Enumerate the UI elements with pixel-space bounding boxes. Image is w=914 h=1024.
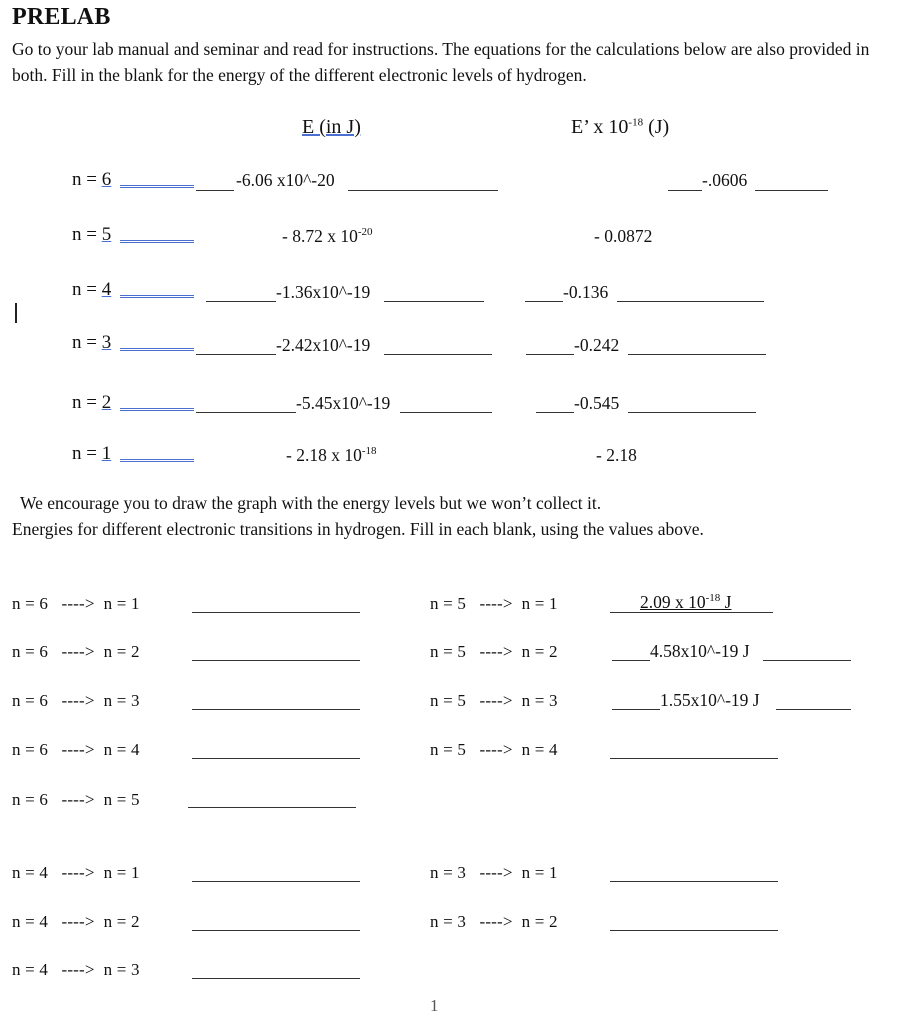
blank-line [400,412,492,413]
transition-6-4: n = 6 ----> n = 4 [12,740,140,759]
level-n-3[interactable]: 3 [101,332,112,353]
level-label-1: n = 1 [72,443,112,464]
page-number: 1 [430,996,439,1015]
level-underline [120,240,194,243]
transition-6-3: n = 6 ----> n = 3 [12,691,140,710]
blank-line [628,412,756,413]
eprime-header-exponent: -18 [628,116,644,129]
answer-5-2[interactable]: 4.58x10^-19 J [650,641,750,661]
level-underline [120,295,194,298]
answer-blank[interactable] [192,978,360,979]
transition-4-1: n = 4 ----> n = 1 [12,863,140,882]
answer-blank[interactable] [192,881,360,882]
blank-line [755,190,828,191]
answer-5-1[interactable]: 2.09 x $10^{-18}$ J [640,592,732,612]
transition-6-2: n = 6 ----> n = 2 [12,642,140,661]
level-label-2: n = 2 [72,392,112,413]
blank-line [668,190,702,191]
answer-blank [612,709,660,710]
transition-3-2: n = 3 ----> n = 2 [430,912,558,931]
answer-blank[interactable] [610,758,778,759]
level-underline [120,408,194,411]
blank-line [617,301,764,302]
answer-blank[interactable] [610,881,778,882]
transition-3-1: n = 3 ----> n = 1 [430,863,558,882]
energy-j-4[interactable]: -1.36x10^-19 [276,282,371,302]
energy-j-2[interactable]: -5.45x10^-19 [296,393,391,413]
page-title: PRELAB [12,4,111,30]
blank-line [196,354,276,355]
blank-line [196,190,234,191]
transition-6-1: n = 6 ----> n = 1 [12,594,140,613]
answer-blank[interactable] [192,758,360,759]
blank-line [536,412,574,413]
blank-line [348,190,498,191]
eprime-header-prefix: E’ x 10 [571,116,629,138]
energy-j-3[interactable]: -2.42x10^-19 [276,335,371,355]
transition-5-4: n = 5 ----> n = 4 [430,740,558,759]
blank-line [206,301,276,302]
eprime-column-header [571,116,669,139]
energy-j-6[interactable]: -6.06 x10^-20 [236,170,335,190]
answer-blank [612,660,650,661]
level-underline [120,185,194,188]
blank-line [384,301,484,302]
transition-4-3: n = 4 ----> n = 3 [12,960,140,979]
transition-6-5: n = 6 ----> n = 5 [12,790,140,809]
answer-blank [763,660,851,661]
e-header-label: E (in J) [302,116,361,138]
answer-5-3[interactable]: 1.55x10^-19 J [660,690,760,710]
level-n-5[interactable]: 5 [101,224,112,245]
answer-blank[interactable] [192,612,360,613]
answer-blank[interactable] [610,930,778,931]
energy-eprime-5[interactable]: - 0.0872 [594,226,653,246]
answer-blank[interactable] [192,660,360,661]
transition-5-3: n = 5 ----> n = 3 [430,691,558,710]
level-label-6: n = 6 [72,169,112,190]
answer-blank[interactable] [192,709,360,710]
level-n-2[interactable]: 2 [101,392,112,413]
energy-j-1[interactable]: - 2.18 x $10^{-18}$ [286,445,377,465]
blank-line [384,354,492,355]
energy-eprime-2[interactable]: -0.545 [574,393,620,413]
blank-line [525,301,563,302]
text-cursor [15,303,17,323]
transition-4-2: n = 4 ----> n = 2 [12,912,140,931]
graph-note: We encourage you to draw the graph with the energy levels but we won’t collect it. [20,493,602,513]
blank-line [628,354,766,355]
level-n-6[interactable]: 6 [101,169,112,190]
blank-line [196,412,296,413]
eprime-header-suffix: (J) [643,116,670,138]
level-label-4: n = 4 [72,279,112,300]
transition-5-2: n = 5 ----> n = 2 [430,642,558,661]
answer-blank[interactable] [188,807,356,808]
answer-blank[interactable] [192,930,360,931]
energy-eprime-3[interactable]: -0.242 [574,335,620,355]
energy-j-5[interactable]: - 8.72 x $10^{-20}$ [282,226,373,246]
transition-5-1: n = 5 ----> n = 1 [430,594,558,613]
intro-text: Go to your lab manual and seminar and read for instructions. The equations for the calculations below are also provided in both. Fill in the blank for the energy of the different electronic levels of hydrogen. [12,39,870,85]
level-label-5: n = 5 [72,224,112,245]
energy-eprime-4[interactable]: -0.136 [563,282,609,302]
level-label-3: n = 3 [72,332,112,353]
blank-line [526,354,574,355]
level-underline [120,459,194,462]
e-column-header [302,116,361,139]
answer-blank [776,709,851,710]
level-n-1[interactable]: 1 [101,443,112,464]
level-underline [120,348,194,351]
energy-eprime-1[interactable]: - 2.18 [596,445,637,465]
level-n-4[interactable]: 4 [101,279,112,300]
energy-eprime-6[interactable]: -.0606 [702,170,748,190]
transitions-intro: Energies for different electronic transitions in hydrogen. Fill in each blank, using the values above. [12,519,704,539]
